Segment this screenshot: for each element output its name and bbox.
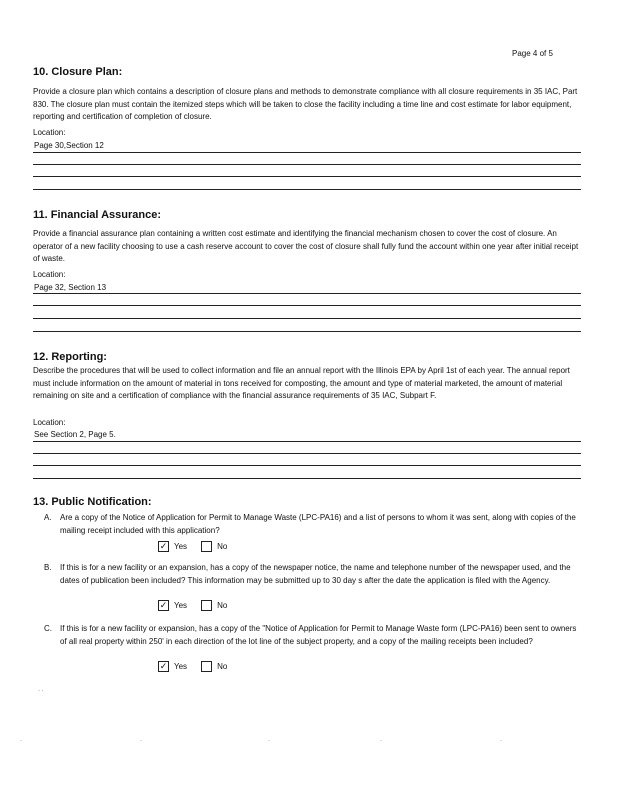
question-b-yes-label: Yes xyxy=(174,601,188,610)
reporting-location-line-4 xyxy=(33,478,581,479)
reporting-location-value[interactable]: See Section 2, Page 5. xyxy=(34,430,116,439)
financial-location-line-3 xyxy=(33,318,581,319)
scan-speck: · · xyxy=(38,688,44,694)
question-c-options xyxy=(158,661,227,672)
closure-location-line-4 xyxy=(33,189,581,190)
closure-plan-heading: 10. Closure Plan: xyxy=(33,66,123,78)
question-a-yes-checkbox[interactable]: ✓ xyxy=(159,541,168,551)
question-b-no-label: No xyxy=(217,601,228,610)
reporting-heading: 12. Reporting: xyxy=(33,351,107,363)
reporting-location-line-2 xyxy=(33,453,581,454)
closure-location-line-3 xyxy=(33,176,581,177)
reporting-location-line-3 xyxy=(33,465,581,466)
financial-location-label: Location: xyxy=(33,270,66,279)
financial-assurance-instructions: Provide a financial assurance plan containing a written cost estimate and identifying the financial mechanism chosen to cover the cost of closure. An operator of a new facility choosing to use a cash reserve account to cover the cost of closure shall fully fund the account within one year after initial receipt of waste. xyxy=(33,229,579,263)
financial-location-line-2 xyxy=(33,305,581,306)
question-a-no-label: No xyxy=(217,542,228,551)
question-c-text: If this is for a new facility or expansion, has a copy of the "Notice of Application for Permit to Manage Waste form (LPC-PA16) been sent to owners of all real property within 250' in each direction of the lot line of the subject property, and a copy of the mailing receipts been included? xyxy=(60,624,577,646)
reporting-location-line-1 xyxy=(33,441,581,442)
reporting-location-label: Location: xyxy=(33,418,66,427)
question-c-yes-checkbox[interactable]: ✓ xyxy=(159,661,168,671)
closure-location-label: Location: xyxy=(33,128,66,137)
question-b-text: If this is for a new facility or an expansion, has a copy of the newspaper notice, the name and telephone number of the newspaper used, and the dates of publication been included? This information may be submitted up to 30 day s after the date the application is filed with the Agency. xyxy=(60,563,571,585)
financial-assurance-heading: 11. Financial Assurance: xyxy=(33,209,161,221)
question-c-no-checkbox[interactable] xyxy=(201,661,212,672)
question-c-letter: C. xyxy=(44,624,52,633)
scan-speck: · xyxy=(20,738,22,744)
closure-location-value[interactable]: Page 30,Section 12 xyxy=(34,141,104,150)
closure-location-line-2 xyxy=(33,164,581,165)
question-b-options xyxy=(158,600,227,611)
page-number: Page 4 of 5 xyxy=(512,49,553,58)
closure-plan-instructions: Provide a closure plan which contains a description of closure plans and methods to demonstrate compliance with all closure requirements in 35 IAC, Part 830. The closure plan must contain the itemized steps which will be taken to close the facility including a time line and cost estimate for labor equipment, reporting and certification of completion of closure. xyxy=(33,87,578,121)
question-a-letter: A. xyxy=(44,513,52,522)
reporting-instructions: Describe the procedures that will be used to collect information and file an annual report with the Illinois EPA by April 1st of each year. The annual report must include information on the amount of material in tons received for composting, the amount and type of material marketed, the amount of material remaining on site and a certification of compliance with the financial assurance requirements of 35 IAC, Subpart F. xyxy=(33,366,570,400)
question-c-yes-label: Yes xyxy=(174,662,188,671)
question-a-text: Are a copy of the Notice of Application for Permit to Manage Waste (LPC-PA16) and a list of persons to whom it was sent, along with copies of the mailing receipt included with this application? xyxy=(60,513,576,535)
public-notification-heading: 13. Public Notification: xyxy=(33,496,152,508)
scan-speck: · xyxy=(500,738,502,744)
question-b-no-checkbox[interactable] xyxy=(201,600,212,611)
scan-speck: · xyxy=(140,738,142,744)
question-a-yes-label: Yes xyxy=(174,542,188,551)
scan-speck: · xyxy=(380,738,382,744)
question-b-yes-checkbox[interactable]: ✓ xyxy=(159,600,168,610)
financial-location-line-4 xyxy=(33,331,581,332)
question-b-letter: B. xyxy=(44,563,52,572)
financial-location-line-1 xyxy=(33,293,581,294)
question-a-no-checkbox[interactable] xyxy=(201,541,212,552)
question-a-options xyxy=(158,541,227,552)
financial-location-value[interactable]: Page 32, Section 13 xyxy=(34,283,107,292)
question-c-no-label: No xyxy=(217,662,228,671)
scan-speck: · xyxy=(268,738,270,744)
closure-location-line-1 xyxy=(33,152,581,153)
